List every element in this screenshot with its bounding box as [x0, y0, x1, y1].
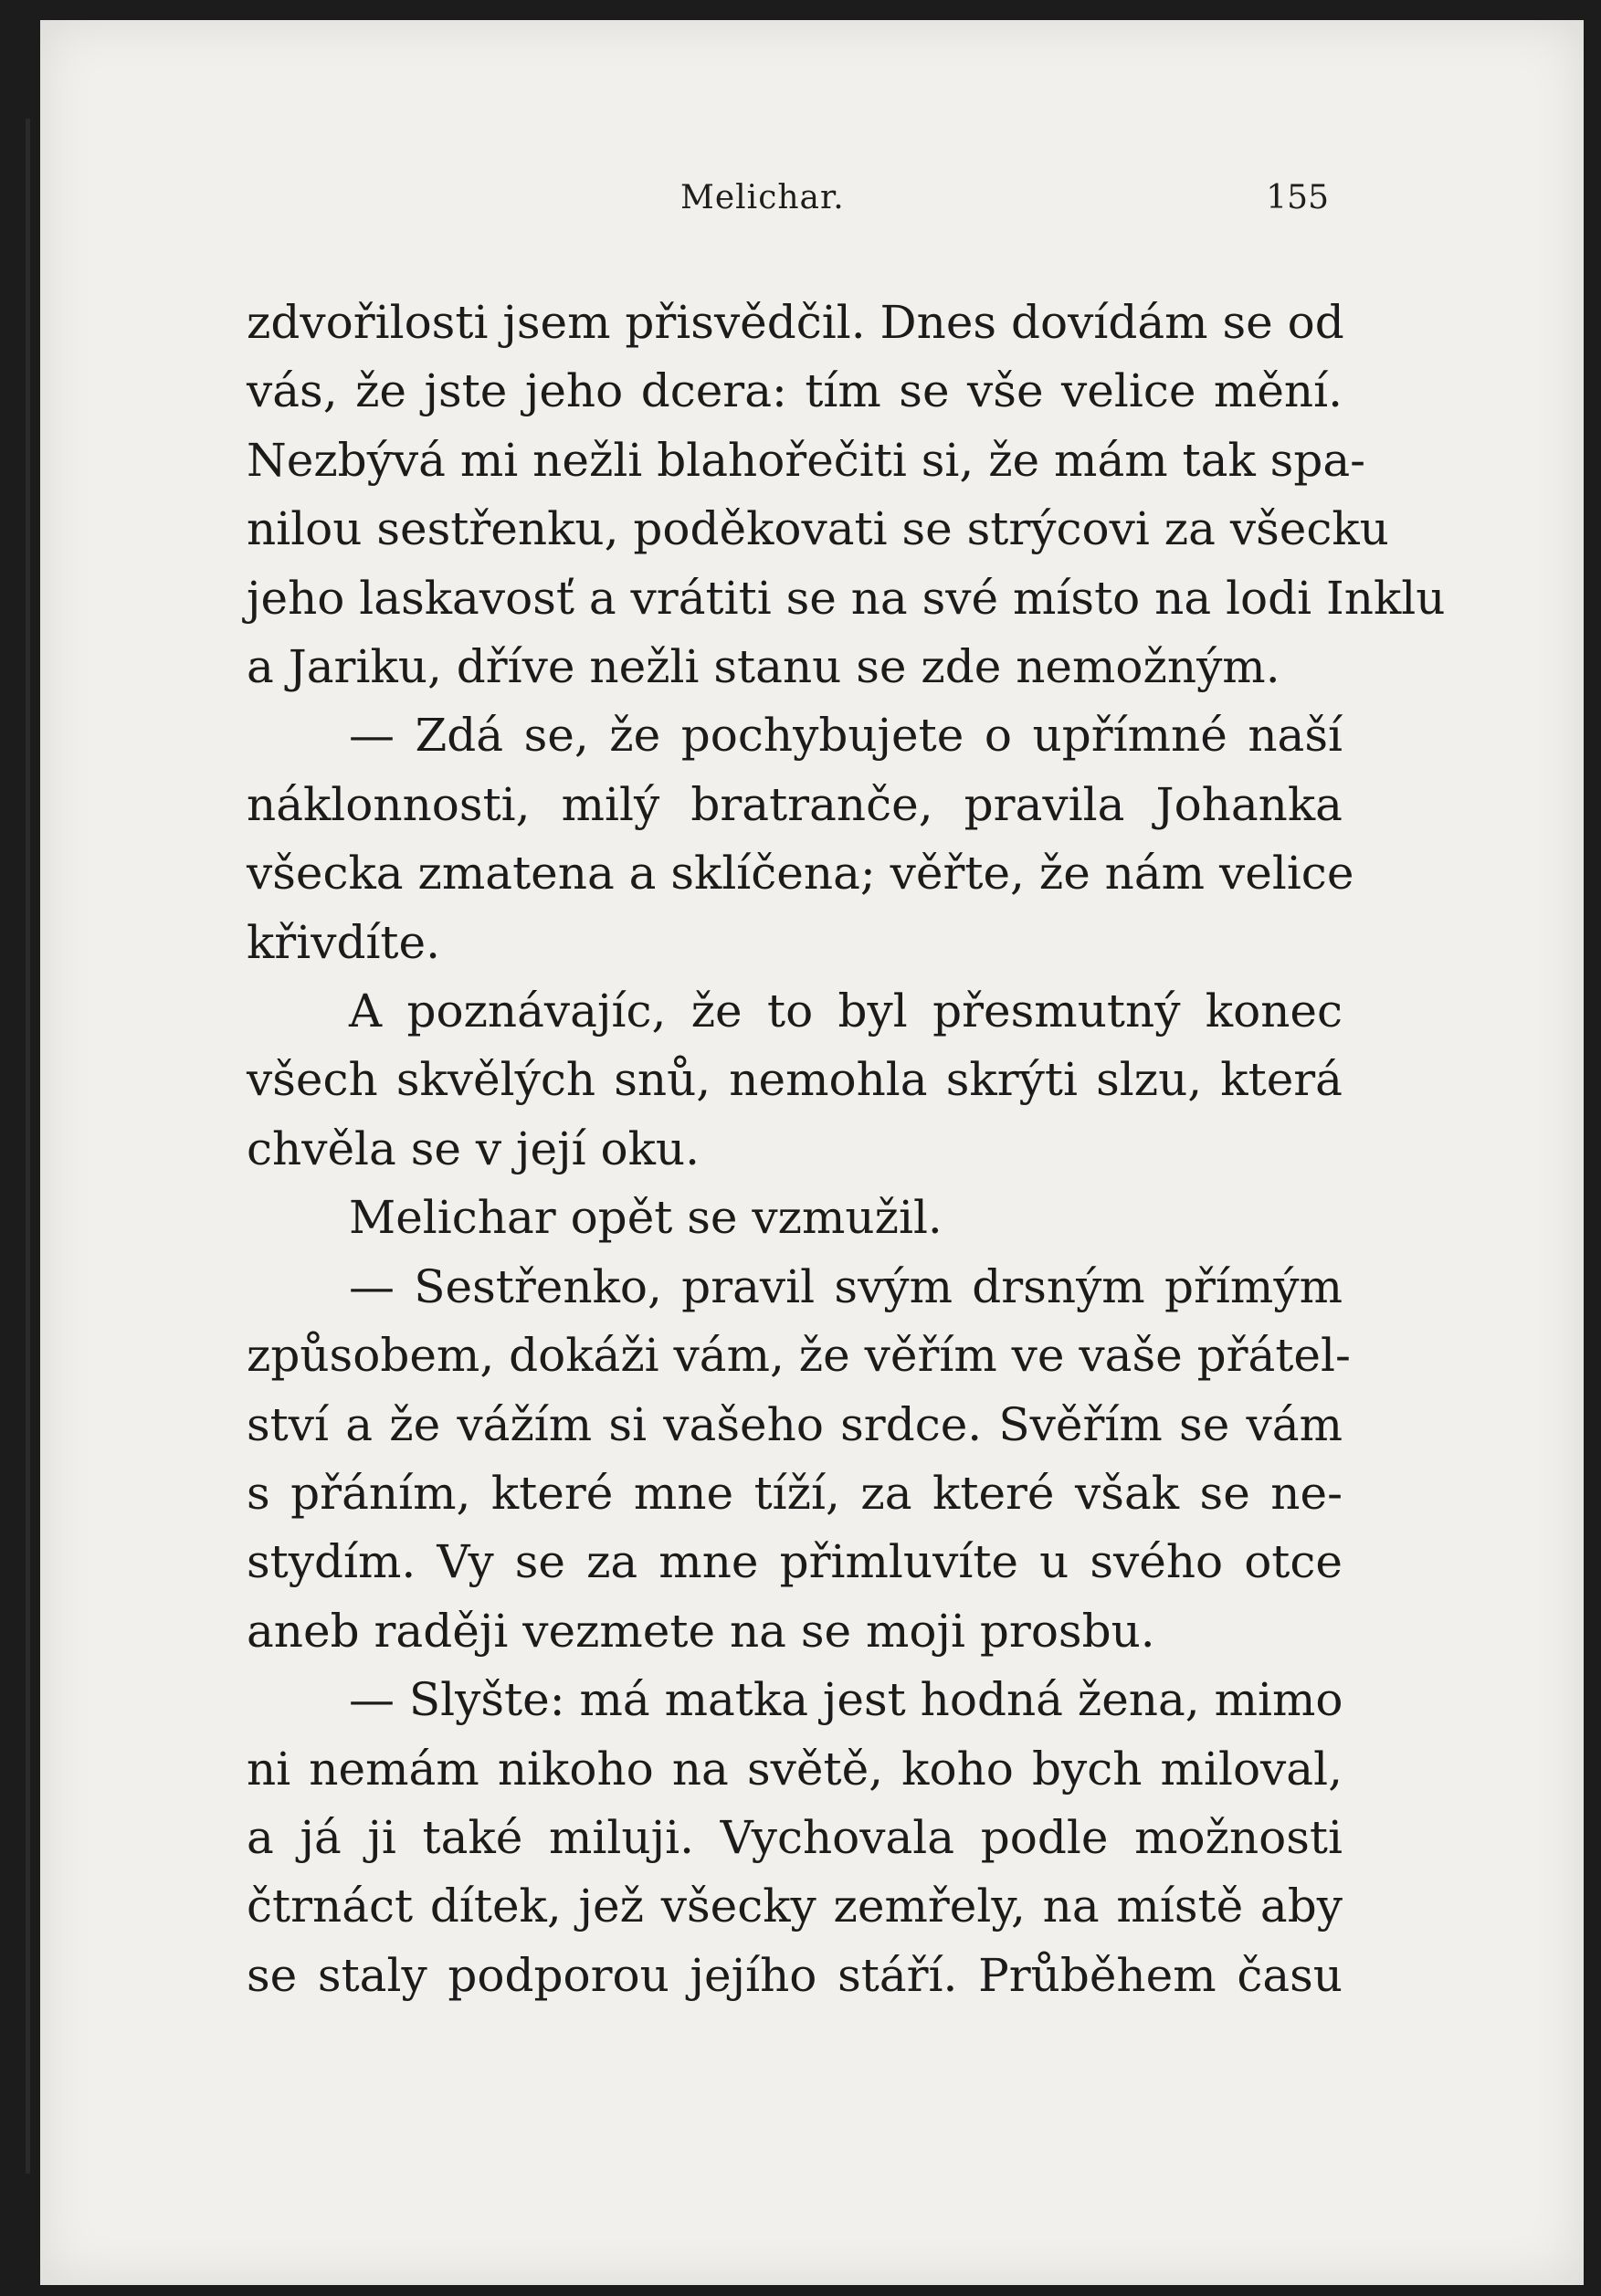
text-line: se staly podporou jejího stáří. Průběhem času	[247, 1948, 1343, 2002]
text-line: stydím. Vy se za mne přimluvíte u svého otce	[247, 1535, 1343, 1589]
text-line: náklonnosti, milý bratranče, pravila Johanka	[247, 777, 1343, 831]
text-line: nilou sestřenku, poděkovati se strýcovi za všecku	[247, 502, 1389, 556]
text-line: křivdíte.	[247, 915, 441, 969]
text-line: čtrnáct dítek, jež všecky zemřely, na místě aby	[247, 1880, 1343, 1933]
page-number: 155	[1266, 179, 1329, 216]
page-header	[251, 179, 1329, 225]
text-line: zdvořilosti jsem přisvědčil. Dnes dovídám se od	[247, 296, 1344, 349]
text-line: aneb raději vezmete na se moji prosbu.	[247, 1604, 1155, 1658]
text-line: a já ji také miluji. Vychovala podle možnosti	[247, 1810, 1343, 1864]
text-line: způsobem, dokáži vám, že věřím ve vaše přátel-	[247, 1329, 1351, 1383]
text-line: všecka zmatena a sklíčena; věřte, že nám velice	[247, 847, 1354, 900]
running-title: Melichar.	[680, 179, 845, 216]
text-line: vás, že jste jeho dcera: tím se vše velice mění.	[247, 364, 1343, 418]
text-line: ni nemám nikoho na světě, koho bych miloval,	[247, 1742, 1343, 1796]
text-line: všech skvělých snů, nemohla skrýti slzu, která	[247, 1053, 1343, 1107]
text-line: — Slyšte: má matka jest hodná žena, mimo	[349, 1673, 1343, 1727]
text-line: chvěla se v její oku.	[247, 1122, 700, 1175]
binding-edge	[26, 119, 30, 2174]
text-line: Melichar opět se vzmužil.	[349, 1191, 943, 1245]
text-line: s přáním, které mne tíží, za které však se ne-	[247, 1466, 1343, 1520]
text-line: jeho laskavosť a vrátiti se na své místo na lodi Inklu	[247, 571, 1446, 625]
text-line: — Zdá se, že pochybujete o upřímné naší	[349, 709, 1343, 763]
text-line: a Jariku, dříve nežli stanu se zde nemožným.	[247, 640, 1280, 694]
body-text	[247, 289, 1446, 2010]
text-line: Nezbývá mi nežli blahořečiti si, že mám tak spa-	[247, 433, 1366, 487]
text-line: ství a že vážím si vašeho srdce. Svěřím se vám	[247, 1397, 1343, 1451]
text-line: A poznávajíc, že to byl přesmutný konec	[349, 985, 1343, 1038]
text-line: — Sestřenko, pravil svým drsným přímým	[349, 1259, 1343, 1313]
